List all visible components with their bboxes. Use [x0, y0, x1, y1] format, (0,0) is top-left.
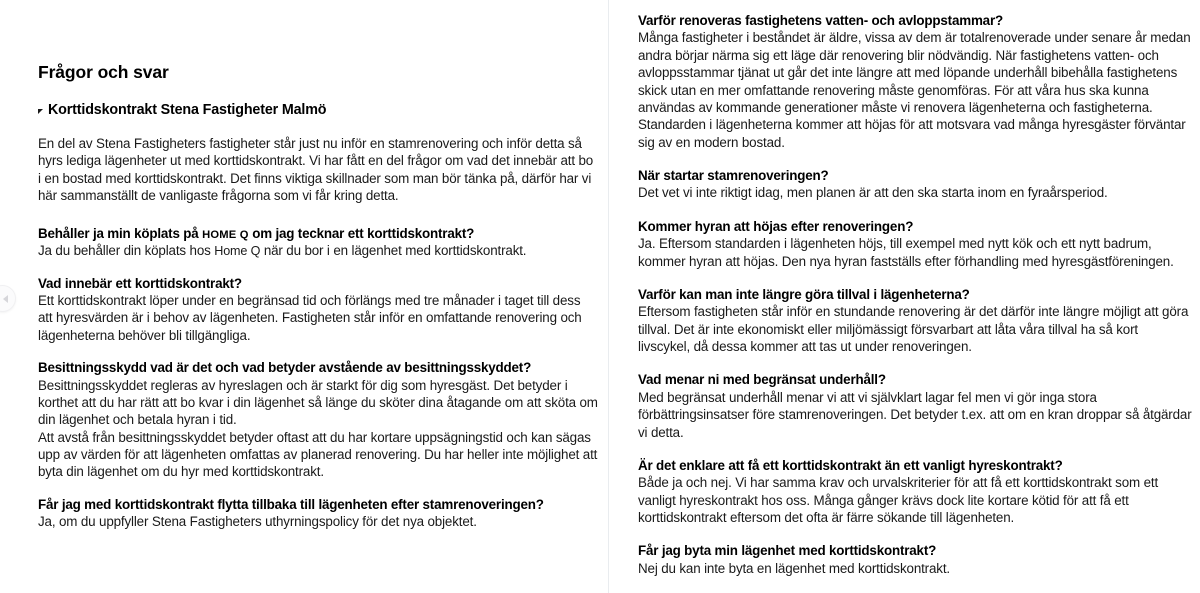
answer-text: Eftersom fastigheten står inför en stundande renovering är det därför inte längre möjligt att göra tillval. Det är inte ekonomiskt eller miljömässigt försvarbart att låta våra tillval ha så kort livscykel, då dessa kommer att tas ut under renoveringen. [638, 304, 1189, 354]
question-text: Varför kan man inte längre göra tillval i lägenheterna? [638, 286, 970, 302]
answer-text: Många fastigheter i beståndet är äldre, vissa av dem är totalrenoverade under senare år medan andra börjar närma sig ett läge där renovering blir nödvändig. När fastighetens vatten- och avloppsstammar tjänat ut går det inte längre att med löpande underhåll bibehålla fastighetens skick utan en mer omfattande renovering måste genomföras. För att våra hus ska kunna användas av kommande generationer måste vi renovera lägenheterna och fastigheterna. Standarden i lägenheterna kommer att höjas för att motsvara vad många hyresgäster förväntar sig av en modern bostad. [638, 30, 1191, 150]
qa-block [638, 286, 1192, 356]
answer-text [38, 242, 598, 259]
question-text: Vad menar ni med begränsat underhåll? [638, 372, 886, 388]
page-title: Frågor och svar [38, 62, 169, 82]
qa-block [638, 457, 1192, 527]
answer-text: Nej du kan inte byta en lägenhet med korttidskontrakt. [638, 560, 950, 576]
qa-block [638, 218, 1192, 270]
section-heading[interactable] [38, 102, 598, 118]
question-text: Kommer hyran att höjas efter renoveringen? [638, 218, 914, 234]
question-text: Varför renoveras fastighetens vatten- och avloppstammar? [638, 13, 1003, 28]
qa-block [638, 371, 1192, 441]
answer-text: Att avstå från besittningsskyddet betyder oftast att du har kortare uppsägningstid och kan sägas upp av värden för att lägenheten omfattas av planerad renovering. Du har heller inte möjlighet att byta din lägenhet om du hyr med korttidskontrakt. [38, 429, 598, 480]
question-part-prefix: Behåller ja min köplats på [38, 225, 203, 241]
intro-paragraph: En del av Stena Fastigheters fastigheter står just nu inför en stamrenovering och inför detta så hyrs lediga lägenheter ut med korttidskontrakt. Vi har fått en del frågor om vad det innebär att bo i en bostad med korttidskontrakt. Det finns viktiga skillnader som man bör tänka på, därför har vi här sammanställt de vanligaste frågorna som vi får kring detta. [38, 136, 594, 204]
collapse-triangle-icon[interactable] [38, 109, 43, 114]
qa-block [38, 496, 598, 531]
qa-block [638, 542, 1192, 577]
answer-text: Besittningsskyddet regleras av hyreslagen och är starkt för dig som hyresgäst. Det betyder i korthet att du har rätt att bo kvar i din lägenhet så länge du sköter dina åtagande om att sköta om din lägenhet och betala hyran i tid. [38, 377, 598, 428]
triangle-left-icon [3, 295, 8, 303]
answer-text: Det vet vi inte riktigt idag, men planen är att den ska starta inom en fyraårsperiod. [638, 185, 1108, 201]
answer-text: Ett korttidskontrakt löper under en begränsad tid och förlängs med tre månader i taget till dess att hyresvärden är i behov av lägenheten. Fastigheten står inför en omfattande renovering och lägenheterna behöver bli tillgängliga. [38, 293, 582, 343]
qa-block [38, 225, 598, 260]
question-text: När startar stamrenoveringen? [638, 167, 829, 183]
question-text: Får jag byta min lägenhet med korttidskontrakt? [638, 543, 937, 559]
question-part-suffix: om jag tecknar ett korttidskontrakt? [248, 225, 475, 241]
question-text: Får jag med korttidskontrakt flytta tillbaka till lägenheten efter stamrenoveringen? [38, 496, 544, 512]
homeq-brandmark: HOME Q [202, 228, 249, 241]
answer-text: Ja. Eftersom standarden i lägenheten höjs, till exempel med nytt kök och ett nytt badrum, kommer hyran att höjas. Den nya hyran fastställs efter förhandling med hyresgästföreningen. [638, 236, 1174, 269]
qa-block [38, 275, 598, 345]
question-text: Är det enklare att få ett korttidskontrakt än ett vanligt hyreskontrakt? [638, 457, 1063, 473]
right-column [609, 0, 1200, 593]
question-text: Besittningsskydd vad är det och vad betyder avstående av besittningsskyddet? [38, 360, 532, 376]
qa-block [638, 12, 1192, 151]
question-text [38, 225, 598, 243]
answer-text: Ja, om du uppfyller Stena Fastigheters uthyrningspolicy för det nya objektet. [38, 514, 477, 530]
homeq-brandmark-inline: Home Q [214, 244, 261, 259]
answer-part-suffix: när du bor i en lägenhet med korttidskontrakt. [260, 243, 527, 259]
section-heading-label: Korttidskontrakt Stena Fastigheter Malmö [48, 102, 327, 118]
question-text: Vad innebär ett korttidskontrakt? [38, 275, 242, 291]
answer-text: Både ja och nej. Vi har samma krav och urvalskriterier för att få ett korttidskontrakt som ett vanligt hyreskontrakt hos oss. Många gånger krävs dock lite kortare kötid för att få ett korttidskontrakt eftersom det ofta är färre sökande till lägenheten. [638, 475, 1159, 525]
answer-part-prefix: Ja du behåller din köplats hos [38, 243, 215, 259]
answer-text: Med begränsat underhåll menar vi att vi självklart lagar fel men vi gör inga stora förbättringsinsatser före stamrenoveringen. Det betyder t.ex. att om en kran droppar så åtgärdar vi detta. [638, 389, 1192, 440]
qa-block [38, 359, 598, 481]
qa-block [638, 167, 1192, 202]
